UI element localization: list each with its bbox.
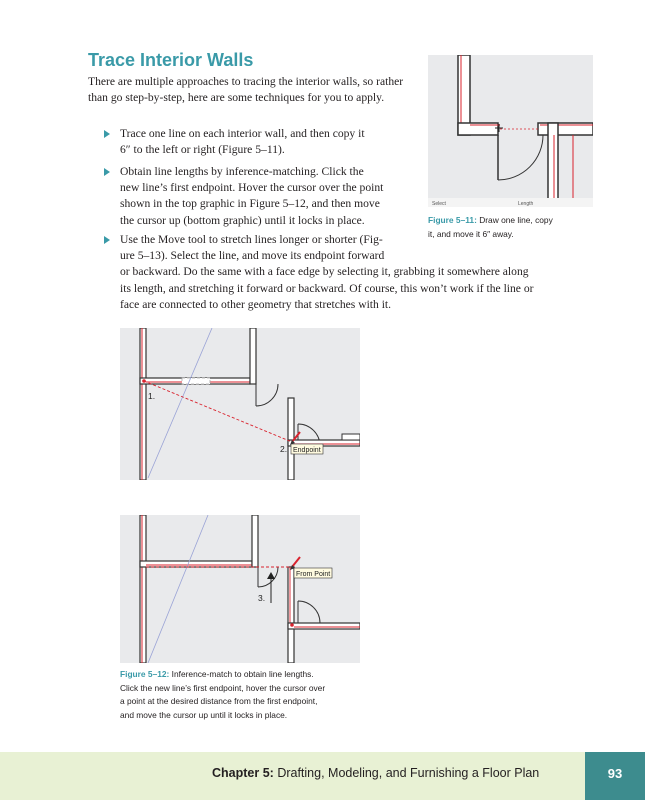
bullet-triangle-icon [104,236,110,244]
status-left: Select [432,201,446,207]
bullet-line: shown in the top graphic in Figure 5–12, and then move [120,197,380,211]
figure-5-11-caption [428,214,598,241]
figure-5-12-bottom-image [120,515,360,663]
caption-text: and move the cursor up until it locks in place. [120,709,288,720]
status-right: Length [518,201,534,207]
bullet-item [104,164,425,229]
bullet-line: ure 5–13). Select the line, and move its endpoint forward [120,249,385,263]
bullet-line: Obtain line lengths by inference-matching. Click the [120,165,364,178]
from-point-tooltip-text: From Point [296,571,331,578]
intro-paragraph: There are multiple approaches to tracing the interior walls, so rather than go step-by-step, here are some techniques for you to apply. [88,75,404,105]
bullet-line: face are connected to other geometry that stretches with it. [120,297,392,311]
figure-5-12-top-image [120,328,360,480]
endpoint-tooltip-text: Endpoint [293,447,321,454]
caption-label: Figure 5–12: [120,669,170,679]
bullet-line: or backward. Do the same with a face edge by selecting it, grabbing it somewhere along [120,265,529,279]
step-2-label: 2. [280,444,288,454]
up-arrow-icon [267,572,275,603]
bullet-triangle-icon [104,168,110,176]
section-heading: Trace Interior Walls [88,50,254,70]
bullet-line: Use the Move tool to stretch lines longer or shorter (Fig- [120,233,383,246]
caption-text: it, and move it 6″ away. [428,228,514,239]
bullet-triangle-icon [104,130,110,138]
bullet-line: Trace one line on each interior wall, and then copy it [120,127,365,140]
caption-text: Draw one line, copy [479,215,553,225]
bullet-item [104,232,610,313]
bullet-line: its length, and stretching it forward or backward. Of course, this won’t work if the line or [120,281,534,295]
endpoint-tooltip [291,444,323,454]
figure-5-12-caption [120,668,380,722]
chapter-name: Drafting, Modeling, and Furnishing a Floor Plan [277,766,540,780]
chapter-label: Chapter 5: [212,766,274,780]
chapter-title [212,766,539,780]
caption-text: a point at the desired distance from the first endpoint, [120,696,318,706]
page-number: 93 [607,766,623,781]
caption-label: Figure 5–11: [428,215,477,225]
bullet-line: new line’s first endpoint. Hover the cursor over the point [120,181,384,195]
bullet-item [104,126,425,158]
step-3-label: 3. [258,593,266,603]
bullet-line: the cursor up (bottom graphic) until it locks in place. [120,213,365,227]
caption-text: Click the new line’s first endpoint, hover the cursor over [120,682,326,693]
figure-5-11-image [428,55,593,207]
caption-text: Inference-match to obtain line lengths. [171,669,314,679]
from-point-tooltip [294,568,332,578]
bullet-line: 6″ to the left or right (Figure 5–11). [120,143,285,157]
step-1-label: 1. [148,391,156,401]
